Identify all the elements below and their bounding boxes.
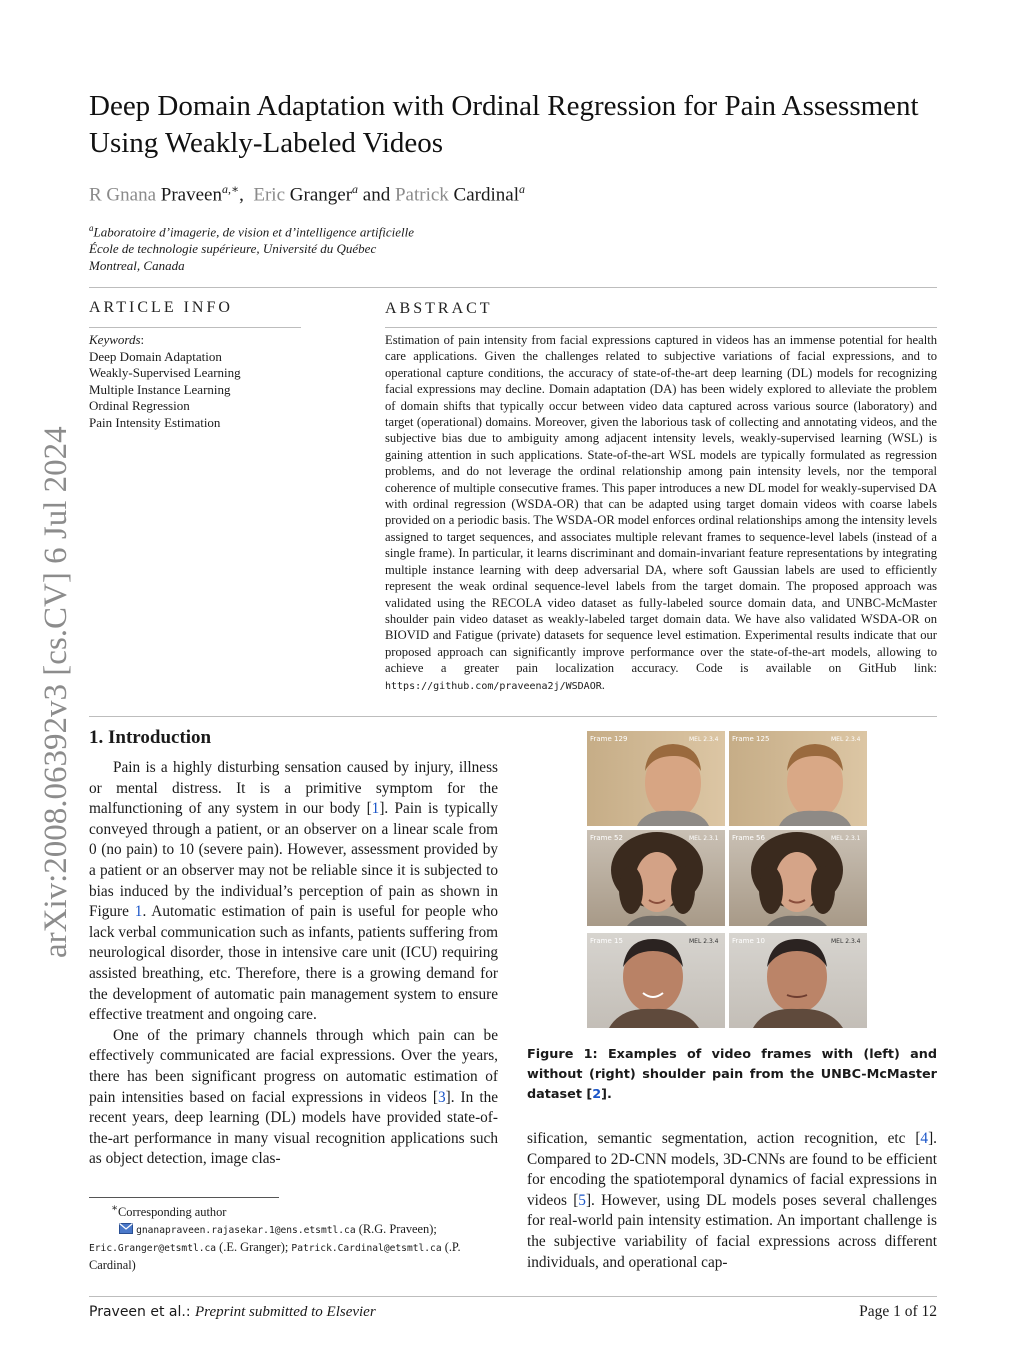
citation-link[interactable]: 1 (371, 800, 380, 818)
p2-text-a: One of the primary channels through which pain can be effectively communicated are facial expressions. Over the years, there has been significant progress on automatic estimation of pain intensities based on facial expressions in videos [ (89, 1026, 498, 1106)
affiliation-sup: a (89, 223, 94, 233)
frame-tag: MEL 2.3.1 (831, 835, 861, 842)
p2-text-b: ]. In the recent years, deep learning (DL) models have provided state-of-the-art performance in many visual recognition applications such as object detection, image clas- (89, 1088, 499, 1168)
article-info-rule (89, 327, 301, 328)
header-rule (89, 287, 937, 288)
caption-text-a: Figure 1: Examples of video frames with (left) and without (right) shoulder pain from the UNBC-McMaster dataset [ (527, 1047, 937, 1102)
footnote-name-1: (R.G. Praveen); (355, 1222, 437, 1237)
intro-column-left (89, 758, 498, 1170)
citation-link[interactable]: 5 (578, 1191, 586, 1209)
frame-label: Frame 52 (590, 834, 623, 842)
figure-link[interactable]: 1 (134, 903, 143, 921)
intro-paragraph-1 (89, 758, 498, 1026)
affiliation (89, 220, 414, 274)
keyword-item: Weakly-Supervised Learning (89, 365, 241, 380)
email-link-3[interactable]: Patrick.Cardinal@etsmtl.ca (291, 1243, 442, 1255)
github-link[interactable]: https://github.com/praveena2j/WSDAOR (385, 680, 602, 692)
frame-tag: MEL 2.3.1 (689, 835, 719, 842)
frame-tag: MEL 2.3.4 (831, 938, 861, 945)
frame-thumbnail (587, 933, 725, 1028)
intro-paragraph-2 (89, 1026, 498, 1170)
footnote-label: Corresponding author (118, 1205, 227, 1220)
frame-tag: MEL 2.3.4 (831, 736, 861, 743)
frame-label: Frame 10 (732, 937, 765, 945)
title-line-2: Using Weakly-Labeled Videos (89, 127, 444, 159)
author-3-sup: a (518, 182, 525, 196)
keyword-item: Multiple Instance Learning (89, 381, 231, 397)
figure-video-frames (587, 731, 867, 1028)
abstract-rule (385, 327, 937, 328)
author-3-last[interactable]: Cardinal (453, 184, 519, 206)
abstract-heading: ABSTRACT (385, 300, 493, 317)
article-info-heading: ARTICLE INFO (89, 299, 233, 316)
footnote-name-2: (.E. Granger); (216, 1240, 292, 1255)
frame-label: Frame 125 (732, 735, 770, 743)
frame-thumbnail (587, 731, 725, 826)
author-2-sup: a (352, 182, 359, 196)
intro-column-right (527, 1129, 937, 1273)
citation-link[interactable]: 2 (592, 1087, 602, 1102)
email-link-1[interactable]: gnanapraveen.rajasekar.1@ens.etsmtl.ca (136, 1225, 356, 1237)
figure-caption (527, 1045, 937, 1105)
caption-text-b: ]. (601, 1087, 612, 1102)
footnote-name-3: (.P. Cardinal) (89, 1240, 461, 1273)
arxiv-id-text: arXiv:2008.06392v3 [cs.CV] 6 Jul 2024 (38, 426, 74, 958)
author-2-last[interactable]: Granger (289, 184, 353, 206)
envelope-icon (119, 1223, 133, 1234)
frame-tag: MEL 2.3.4 (689, 736, 719, 743)
footer-journal: Preprint submitted to Elsevier (195, 1304, 376, 1320)
keyword-item: Deep Domain Adaptation (89, 348, 222, 364)
frame-thumbnail (729, 830, 867, 926)
p3-text-b: ]. Compared to 2D-CNN models, 3D-CNNs are found to be efficient for encoding the spatiotemporal dynamics of facial expressions in videos [ (527, 1130, 937, 1209)
footnote-mark: ∗ (111, 1203, 119, 1214)
footer-authors: Praveen et al.: (89, 1304, 196, 1320)
keyword-item: Pain Intensity Estimation (89, 414, 221, 430)
p3-text-c: ]. However, using DL models poses several challenges for real-world pain intensity estimation. An important challenge is the subjective variability of facial expressions across different individuals, and operational cap- (527, 1191, 937, 1271)
citation-link[interactable]: 3 (437, 1088, 446, 1106)
frame-thumbnail (587, 830, 725, 926)
affiliation-line-2: École de technologie supérieure, Université du Québec (89, 241, 377, 257)
author-1-first[interactable]: R Gnana (89, 184, 157, 206)
footer-left (89, 1304, 376, 1321)
arxiv-stamp (14, 390, 84, 960)
title-line-1: Deep Domain Adaptation with Ordinal Regression for Pain Assessment (89, 90, 919, 122)
author-list: R Gnana Praveen$^{a,∗}$, Eric Granger$^a$ and Patrick Cardinal$^a$ (89, 182, 525, 206)
intro-paragraph-3 (527, 1129, 937, 1273)
frame-thumbnail (729, 933, 867, 1028)
citation-link[interactable]: 4 (920, 1130, 929, 1147)
frame-label: Frame 56 (732, 834, 765, 842)
author-3-first[interactable]: Patrick (394, 184, 449, 206)
footnote (89, 1200, 498, 1274)
p1-text-a: Pain is a highly disturbing sensation caused by injury, illness or mental distress. It is a primitive symptom for the malfunctioning of any system in our body [ (89, 759, 498, 818)
paper-title (89, 88, 949, 162)
footnote-rule (89, 1197, 279, 1198)
author-and: and (362, 184, 391, 206)
footer-rule (89, 1296, 937, 1297)
affiliation-line-3: Montreal, Canada (89, 258, 185, 274)
keywords-block: Keywords: Deep Domain Adaptation Weakly-Supervised Learning Multiple Instance Learning Ordinal Regression Pain Intensity Estimation (89, 332, 241, 430)
frame-thumbnail (729, 731, 867, 826)
abstract-bottom-rule (89, 716, 937, 717)
author-1-last[interactable]: Praveen (160, 184, 222, 206)
frame-label: Frame 129 (590, 735, 628, 743)
abstract-body (385, 332, 937, 695)
frame-tag: MEL 2.3.4 (689, 938, 719, 945)
section-heading-introduction: 1. Introduction (89, 727, 212, 748)
author-1-sup: a,∗ (221, 182, 240, 196)
p3-text-a: sification, semantic segmentation, action recognition, etc [ (527, 1130, 921, 1147)
p1-text-b: ]. Pain is typically conveyed through a patient, or an observer on a linear scale from 0 (no pain) to 10 (severe pain). However, assessment provided by a patient or an observer may not be reliable since it is subjected to bias induced by the individual’s perception of pain as shown in Figure (89, 800, 498, 921)
abstract-text: Estimation of pain intensity from facial expressions captured in videos has an immense potential for health care applications. Given the challenges related to subjective variations of facial expressions, and to operational capture conditions, the accuracy of state-of-the-art deep learning (DL) models for recognizing facial expressions may decline. Domain adaptation (DA) has been widely explored to alleviate the problem of domain shifts that typically occur between video data captured across various source (laboratory) and target (operational) domains. Moreover, given the laborious task of collecting and annotating videos, and the subjective bias due to ambiguity among adjacent intensity levels, weakly-supervised learning (WSL) is gaining attention in such applications. State-of-the-art WSL models are typically formulated as regression problems, and do not leverage the ordinal relationship among pain intensity levels, nor the temporal coherence of multiple consecutive frames. This paper introduces a new DL model for weakly-supervised DA with ordinal regression (WSDA-OR) that can be adapted using target domain videos with coarse labels provided on a periodic basis. The WSDA-OR model enforces ordinal relationships among the intensity levels assigned to target sequences, and associates multiple relevant frames to sequence-level labels (instead of a single frame). In particular, it learns discriminant and domain-invariant feature representations by integrating multiple instance learning with deep adversarial DA, where soft Gaussian labels are used to efficiently represent the weak ordinal sequence-level labels from the target domain. The proposed approach was validated using the RECOLA video dataset as fully-labeled source domain data, and UNBC-McMaster shoulder pain video dataset as weakly-labeled target domain data. We have also validated WSDA-OR on BIOVID and Fatigue (private) datasets for sequence level estimation. Experimental results indicate that our proposed approach can significantly improve performance over the state-of-the-art models, allowing to achieve a greater pain localization accuracy. Code is available on GitHub link: (385, 333, 937, 676)
p1-text-c: . Automatic estimation of pain is useful for people who lack verbal communication such as infants, patients suffering from neurological disorder, those in intensive care unit (ICU) requiring assisted breathing, etc. Therefore, there is a growing demand for the development of automatic pain management system to ensure effective treatment and ongoing care. (89, 903, 498, 1024)
email-link-2[interactable]: Eric.Granger@etsmtl.ca (89, 1243, 217, 1255)
page-number: Page 1 of 12 (859, 1303, 937, 1320)
abstract-end: . (601, 677, 605, 692)
affiliation-line-1: Laboratoire d’imagerie, de vision et d’intelligence artificielle (93, 224, 414, 240)
frame-label: Frame 15 (590, 937, 623, 945)
author-2-first[interactable]: Eric (253, 184, 286, 206)
keywords-label: Keywords (89, 332, 141, 347)
keyword-item: Ordinal Regression (89, 398, 190, 413)
